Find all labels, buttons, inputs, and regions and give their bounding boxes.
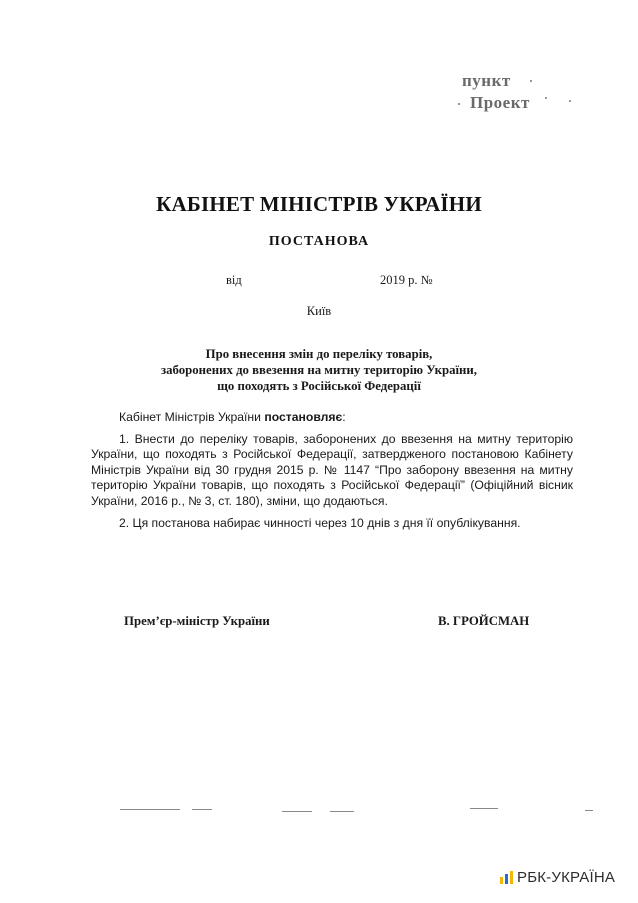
intro-keyword: постановляє (264, 410, 343, 424)
item-2-paragraph: 2. Ця постанова набирає чинності через 10 днів з дня її опублікування. (119, 515, 521, 530)
resolution-subject (100, 346, 538, 394)
intro-prefix: Кабінет Міністрів України (119, 410, 265, 424)
rbc-watermark (500, 867, 615, 887)
logo-bar-blue (505, 874, 508, 884)
intro-suffix: : (342, 410, 346, 424)
document-body (91, 410, 573, 531)
signatory-title: Прем’єр-міністр України (124, 614, 270, 628)
scan-mark (282, 811, 312, 812)
subject-line-1: Про внесення змін до переліку товарів, (205, 347, 433, 361)
stamp-line-2: Проект (470, 93, 530, 112)
cabinet-title: КАБІНЕТ МІНІСТРІВ УКРАЇНИ (156, 192, 482, 216)
logo-bar-yellow-tall (510, 871, 513, 884)
logo-bar-yellow (500, 877, 503, 884)
item-1-paragraph: 1. Внести до переліку товарів, заборонених до ввезення на митну територію України, що походять з Російської Федерації, затвердженого постановою Кабінету Міністрів України від 30 грудня 2015 р. № 1147 “Про заборону ввезення на митну територію України товарів, що походять з Російської Федерації” (Офіційний вісник України, 2016 р., № 3, ст. 180), зміни, що додаються. (91, 431, 573, 508)
city: Київ (306, 304, 332, 318)
subject-line-2: заборонених до ввезення на митну територію України, (160, 363, 478, 377)
scan-speck (569, 100, 571, 102)
scan-mark (120, 809, 180, 810)
date-label: від (226, 273, 242, 287)
document-type: ПОСТАНОВА (268, 234, 370, 249)
subject-line-3: що походять з Російської Федерації (217, 379, 421, 393)
watermark-text: РБК-УКРАЇНА (517, 868, 616, 886)
scan-speck (545, 97, 547, 99)
scan-mark (192, 809, 212, 810)
scan-speck (458, 103, 460, 105)
scan-mark (330, 811, 354, 812)
scan-mark (585, 810, 593, 811)
date-value: 2019 р. № (380, 273, 433, 287)
scan-speck (530, 80, 532, 82)
signatory-name: В. ГРОЙСМАН (438, 614, 530, 628)
rbc-logo-icon (500, 871, 513, 884)
scan-mark (470, 808, 498, 809)
intro-paragraph (91, 410, 573, 426)
draft-stamp (462, 70, 530, 114)
stamp-line-1: пункт (462, 71, 511, 90)
